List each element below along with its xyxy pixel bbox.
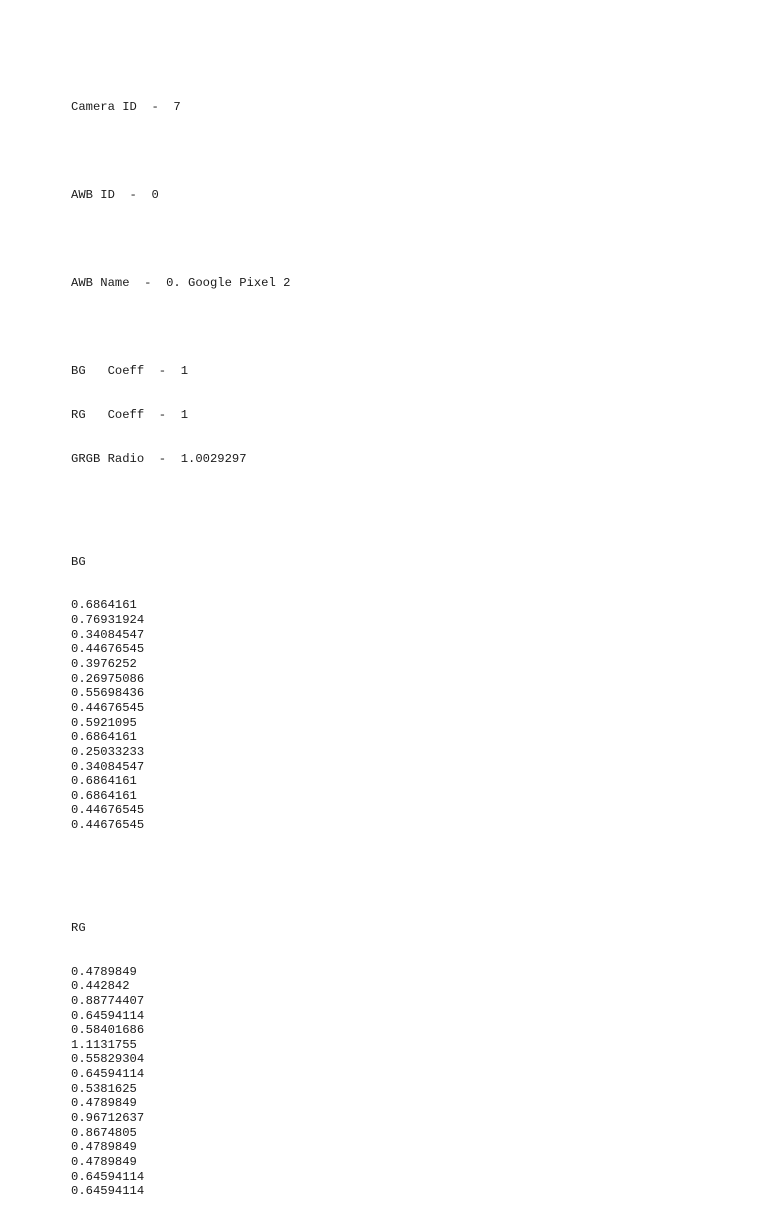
bg-values-list <box>71 598 290 832</box>
bg-value: 0.6864161 <box>71 788 137 803</box>
bg-value: 0.6864161 <box>71 730 137 745</box>
rg-value: 0.8674805 <box>71 1125 137 1140</box>
rg-value: 0.64594114 <box>71 1067 145 1082</box>
rg-value: 0.88774407 <box>71 993 145 1008</box>
rg-value: 0.64594114 <box>71 1169 145 1184</box>
rg-value: 0.64594114 <box>71 1008 145 1023</box>
rg-value: 0.4789849 <box>71 1154 137 1169</box>
bg-value: 0.26975086 <box>71 671 145 686</box>
bg-coeff-line: BG Coeff - 1 <box>71 364 189 379</box>
camera-id-line: Camera ID - 7 <box>71 100 181 115</box>
bg-value: 0.25033233 <box>71 744 145 759</box>
spacer <box>71 144 290 159</box>
bg-section-label: BG <box>71 554 86 569</box>
bg-value: 0.6864161 <box>71 774 137 789</box>
rg-value: 0.96712637 <box>71 1110 145 1125</box>
spacer <box>71 320 290 335</box>
bg-value: 0.34084547 <box>71 759 145 774</box>
rg-values-list <box>71 965 290 1199</box>
awb-name-line: AWB Name - 0. Google Pixel 2 <box>71 276 291 291</box>
rg-value: 0.442842 <box>71 979 130 994</box>
rg-value: 0.58401686 <box>71 1023 145 1038</box>
bg-value: 0.34084547 <box>71 627 145 642</box>
rg-value: 0.4789849 <box>71 1140 137 1155</box>
spacer <box>71 496 290 511</box>
bg-value: 0.55698436 <box>71 686 145 701</box>
bg-value: 0.44676545 <box>71 803 145 818</box>
bg-value: 0.44676545 <box>71 700 145 715</box>
rg-value: 0.55829304 <box>71 1052 145 1067</box>
awb-id-line: AWB ID - 0 <box>71 188 159 203</box>
rg-coeff-line: RG Coeff - 1 <box>71 407 189 422</box>
bg-value: 0.3976252 <box>71 657 137 672</box>
bg-value: 0.44676545 <box>71 642 145 657</box>
rg-value: 0.4789849 <box>71 964 137 979</box>
spacer <box>71 862 290 877</box>
rg-value: 0.64594114 <box>71 1184 145 1199</box>
bg-value: 0.5921095 <box>71 715 137 730</box>
rg-value: 0.5381625 <box>71 1081 137 1096</box>
bg-value: 0.44676545 <box>71 818 145 833</box>
rg-section-label: RG <box>71 920 86 935</box>
grgb-radio-line: GRGB Radio - 1.0029297 <box>71 451 247 466</box>
bg-value: 0.76931924 <box>71 613 145 628</box>
spacer <box>71 232 290 247</box>
document-text <box>71 71 290 1213</box>
rg-value: 0.4789849 <box>71 1096 137 1111</box>
rg-value: 1.1131755 <box>71 1037 137 1052</box>
bg-value: 0.6864161 <box>71 598 137 613</box>
